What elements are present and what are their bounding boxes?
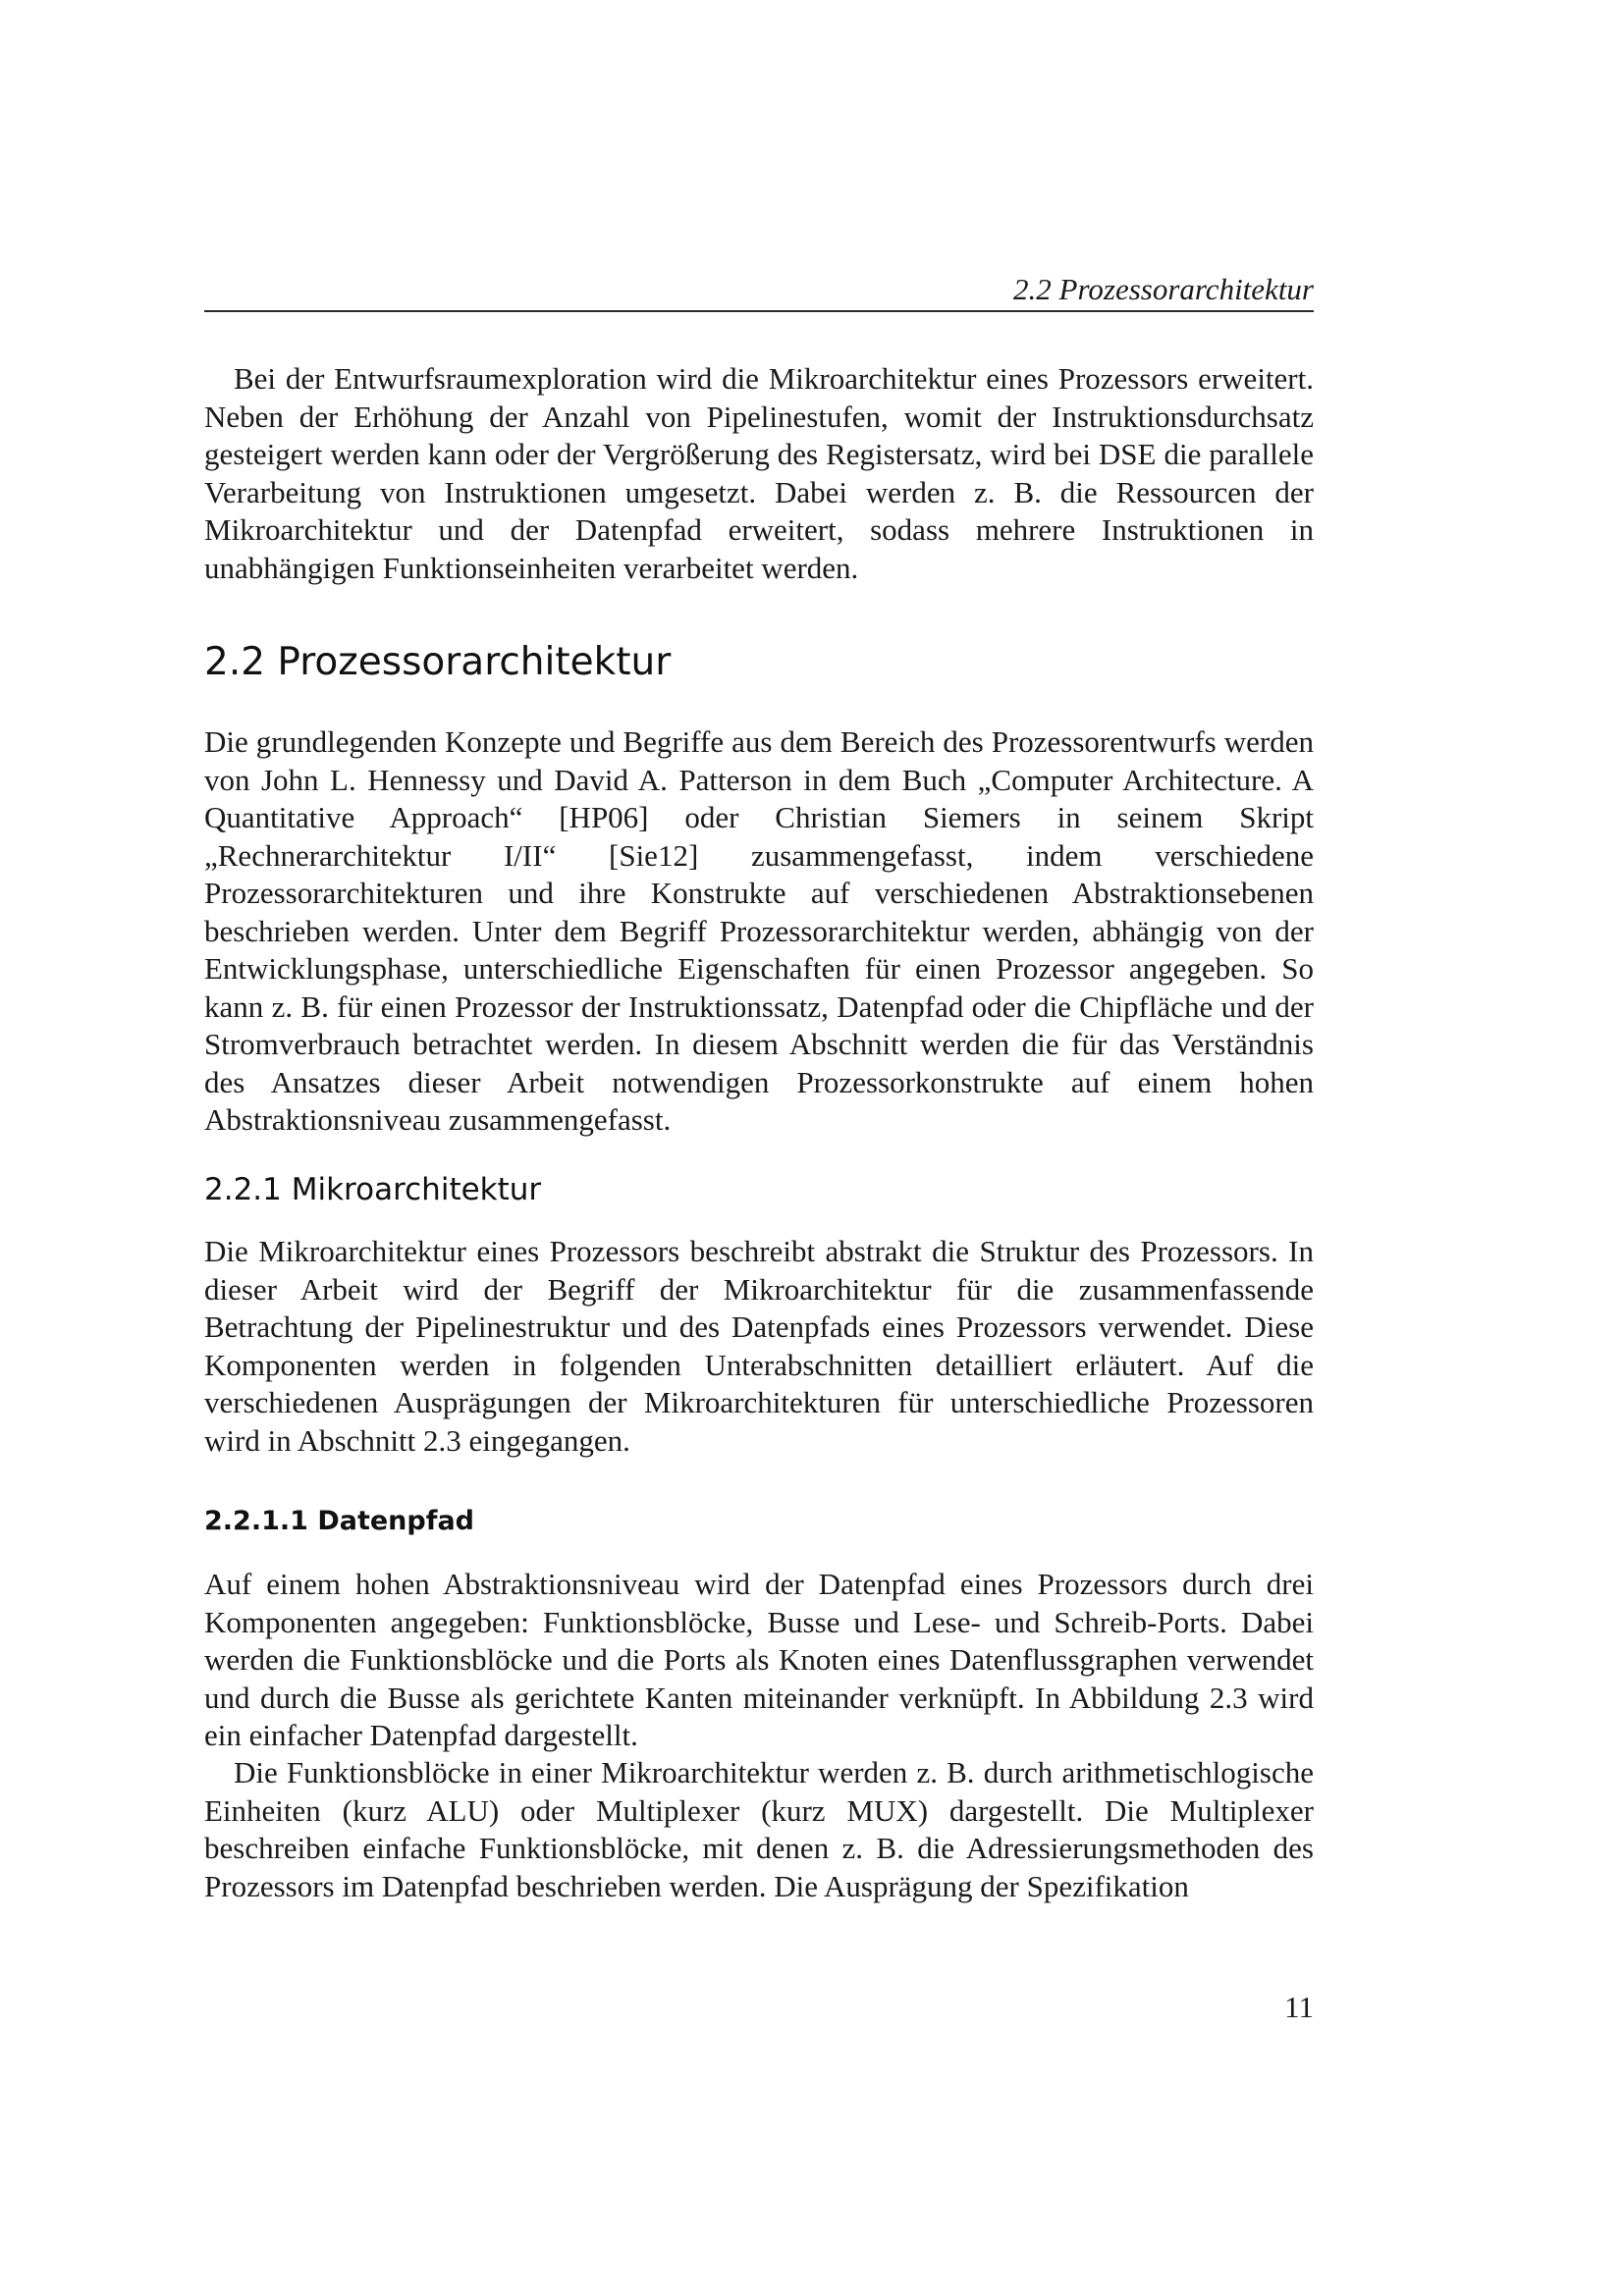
section-2-2-paragraph: Die grundlegenden Konzepte und Begriffe aus dem Bereich des Prozessorentwurfs werden von John L. Hennessy und David A. Patterson in dem Buch „Computer Architecture. A Quantitative Approach“ [HP06] oder Christian Siemers in seinem Skript „Rechnerarchitektur I/II“ [Sie12] zusammengefasst, indem verschiedene Prozessorarchitekturen und ihre Konstrukte auf verschiedenen Abstraktionsebenen beschrieben werden. Unter dem Begriff Prozessorarchitektur werden, abhängig von der Entwicklungsphase, unterschiedliche Eigenschaften für einen Prozessor angegeben. So kann z. B. für einen Prozessor der Instruktionssatz, Datenpfad oder die Chipfläche und der Stromverbrauch betrachtet werden. In diesem Abschnitt werden die für das Verständnis des Ansatzes dieser Arbeit notwendigen Prozessorkonstrukte auf einem hohen Abstraktionsniveau zusammengefasst. (204, 724, 1314, 1137)
section-heading-2-2-1: 2.2.1 Mikroarchitektur (204, 1172, 542, 1207)
section-2-2-1-1-paragraph-1: Auf einem hohen Abstraktionsniveau wird der Datenpfad eines Prozessors durch drei Komponenten angegeben: Funktionsblöcke, Busse und Lese- und Schreib-Ports. Dabei werden die Funktionsblöcke und die Ports als Knoten eines Datenflussgraphen verwendet und durch die Busse als gerichtete Kanten miteinander verknüpft. In Abbildung 2.3 wird ein einfacher Datenpfad dargestellt. (204, 1567, 1314, 1752)
page-number: 11 (1284, 1990, 1314, 2024)
running-header-title: 2.2 Prozessorarchitektur (1013, 272, 1314, 306)
running-header (204, 263, 1314, 312)
section-2-2-1-paragraph: Die Mikroarchitektur eines Prozessors beschreibt abstrakt die Struktur des Prozessors. In dieser Arbeit wird der Begriff der Mikroarchitektur für die zusammenfassende Betrachtung der Pipelinestruktur und des Datenpfads eines Prozessors verwendet. Diese Komponenten werden in folgenden Unterabschnitten detailliert erläutert. Auf die verschiedenen Ausprägungen der Mikroarchitekturen für unterschiedliche Prozessoren wird in Abschnitt 2.3 eingegangen. (204, 1234, 1314, 1458)
section-heading-2-2-1-1: 2.2.1.1 Datenpfad (204, 1506, 475, 1536)
section-2-2-1-1-paragraph-2: Die Funktionsblöcke in einer Mikroarchitektur werden z. B. durch arithmetischlogische Einheiten (kurz ALU) oder Multiplexer (kurz MUX) dargestellt. Die Multiplexer beschreiben einfache Funktionsblöcke, mit denen z. B. die Adressierungsmethoden des Prozessors im Datenpfad beschrieben werden. Die Ausprägung der Spezifikation (204, 1755, 1314, 1903)
section-heading-2-2: 2.2 Prozessorarchitektur (204, 640, 672, 684)
intro-paragraph: Bei der Entwurfsraumexploration wird die Mikroarchitektur eines Prozessors erweitert. Neben der Erhöhung der Anzahl von Pipelinestufen, womit der Instruktionsdurchsatz gesteigert werden kann oder der Vergrößerung des Registersatz, wird bei DSE die parallele Verarbeitung von Instruktionen umgesetzt. Dabei werden z. B. die Ressourcen der Mikroarchitektur und der Datenpfad erweitert, sodass mehrere Instruktionen in unabhängigen Funktionseinheiten verarbeitet werden. (204, 361, 1314, 585)
